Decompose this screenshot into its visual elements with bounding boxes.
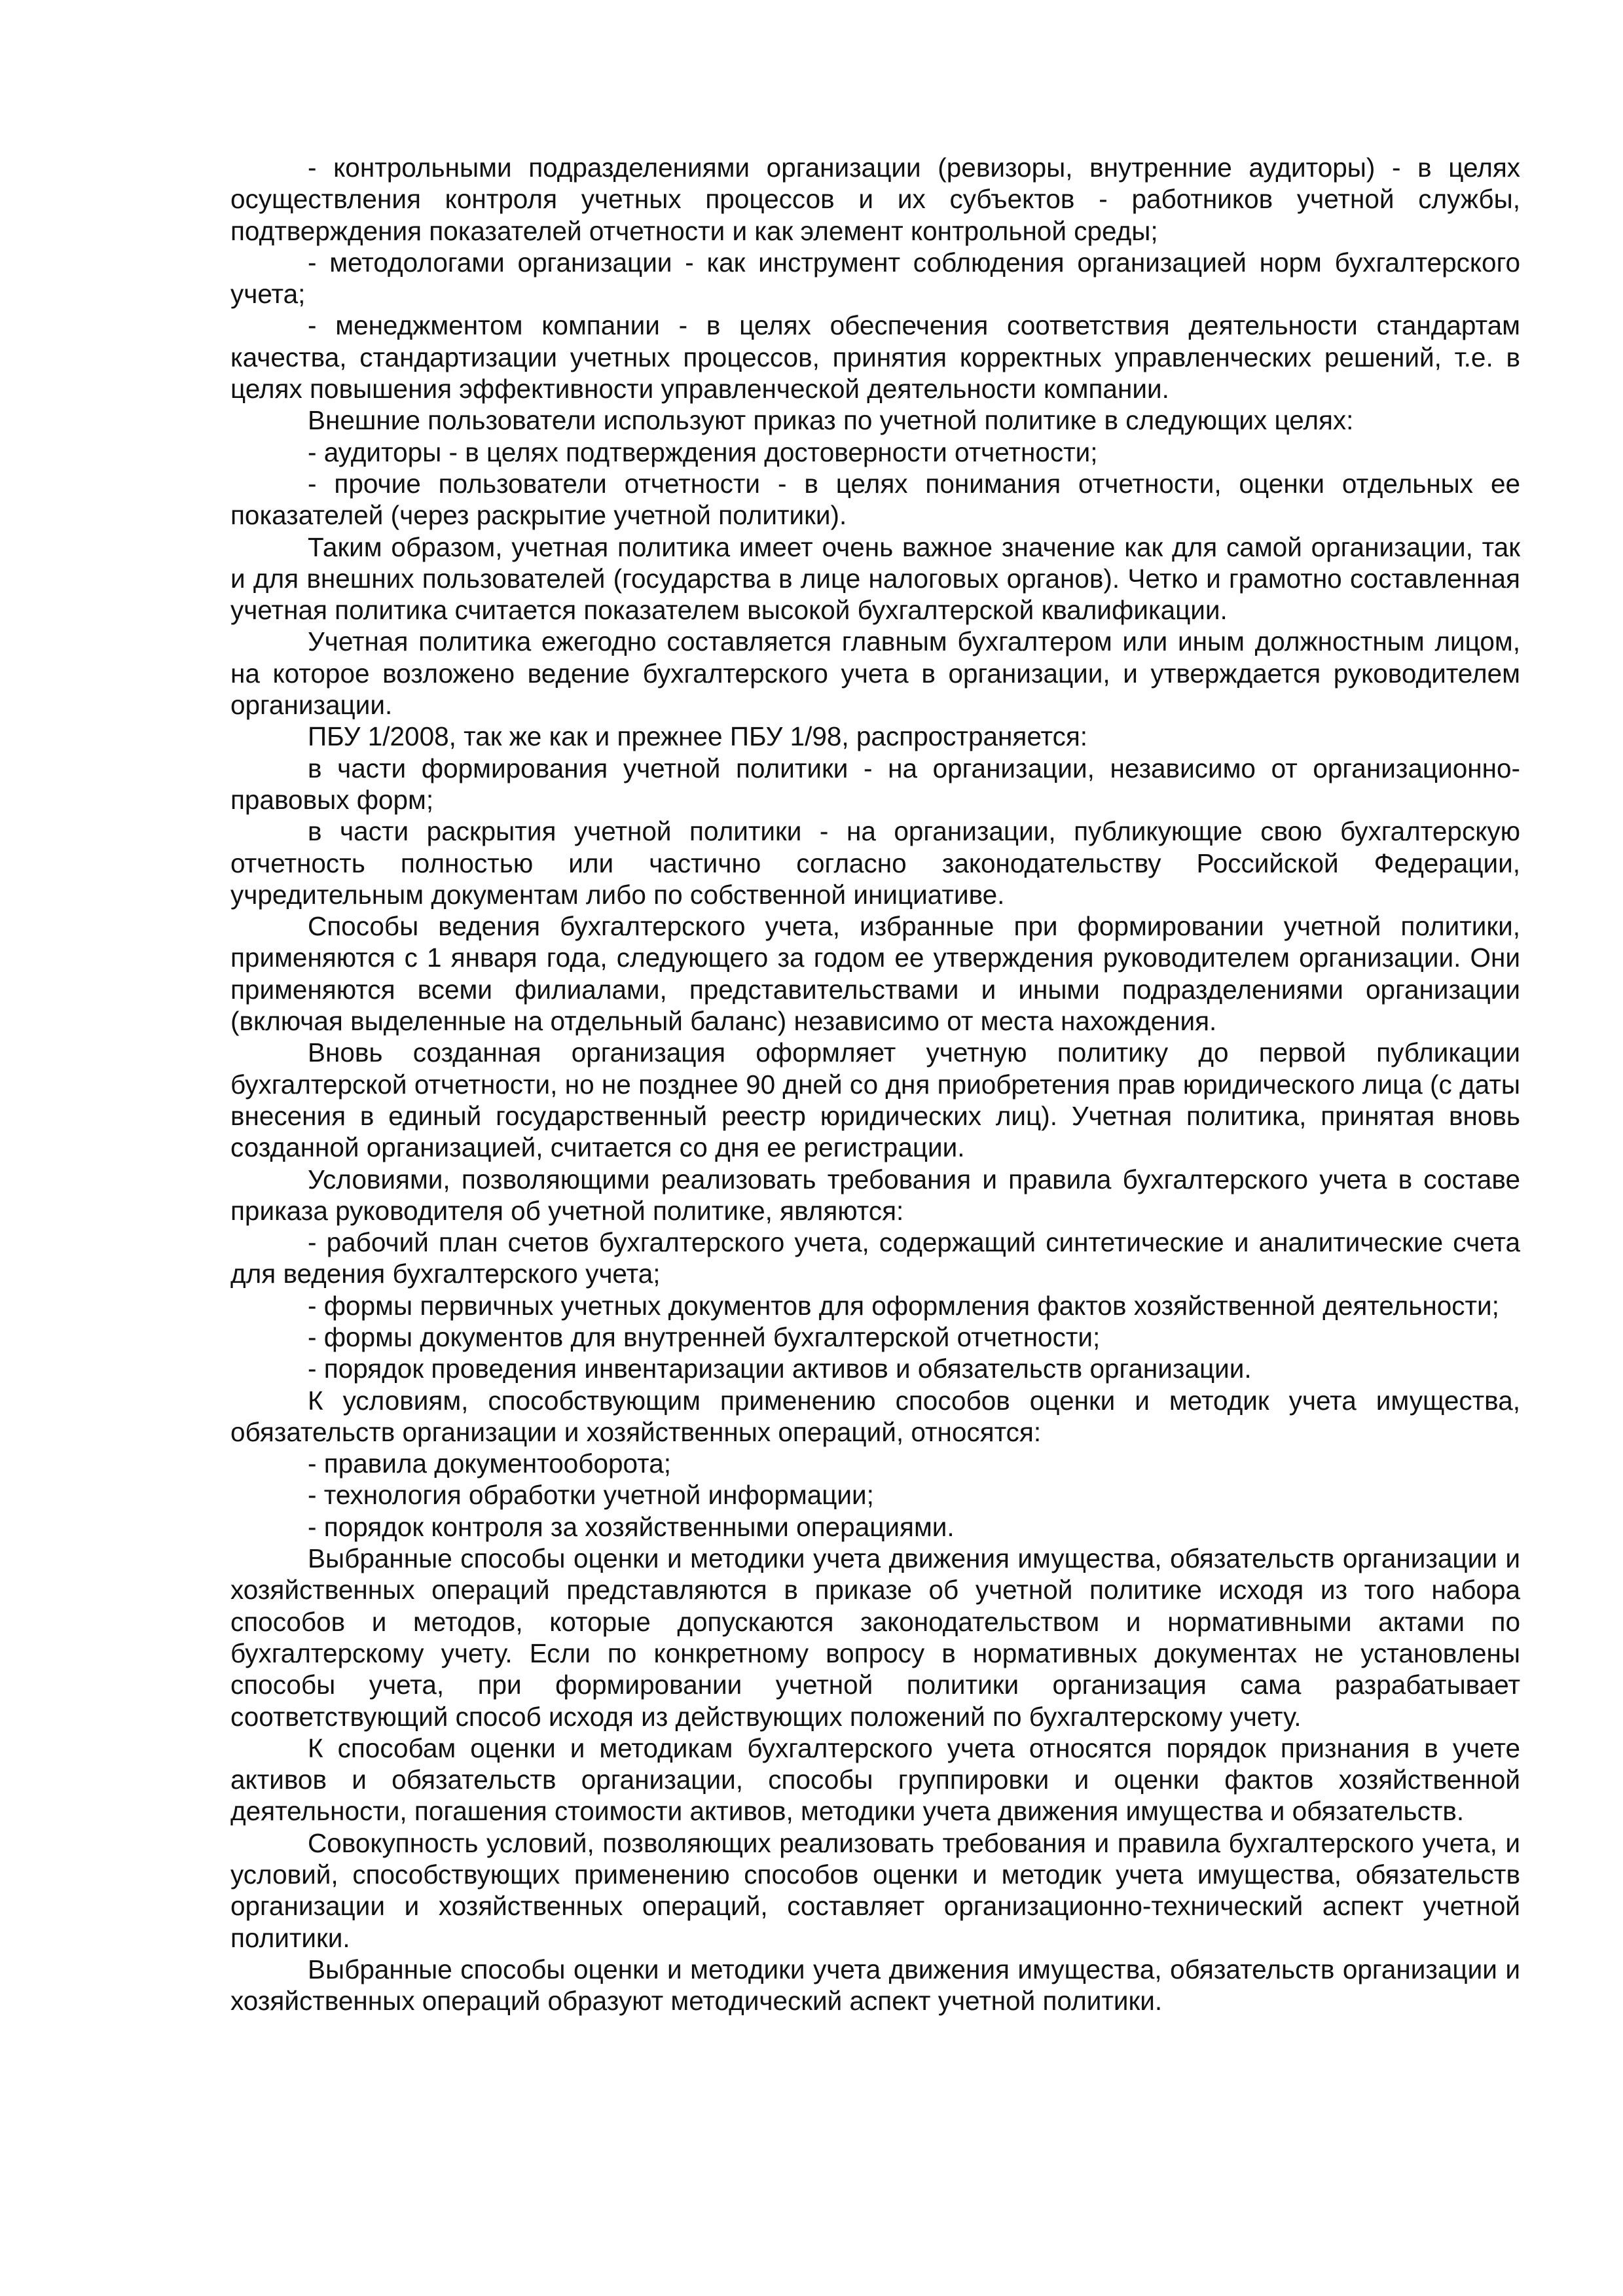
paragraph: - аудиторы - в целях подтверждения достоверности отчетности; <box>308 437 1098 467</box>
paragraph: К условиям, способствующим применению способов оценки и методик учета имущества, обязательств организации и хозяйственных операций, относятся: <box>230 1385 1520 1447</box>
paragraph: - формы документов для внутренней бухгалтерской отчетности; <box>308 1321 1101 1352</box>
paragraph: - методологами организации - как инструмент соблюдения организацией норм бухгалтерского учета; <box>230 247 1520 310</box>
paragraph: - рабочий план счетов бухгалтерского учета, содержащий синтетические и аналитические счета для ведения бухгалтерского учета; <box>230 1227 1520 1289</box>
paragraph: - порядок контроля за хозяйственными операциями. <box>308 1511 955 1542</box>
paragraph: ПБУ 1/2008, так же как и прежнее ПБУ 1/98, распространяется: <box>308 721 1088 752</box>
paragraph: в части раскрытия учетной политики - на организации, публикующие свою бухгалтерскую отчетность полностью или частично согласно законодательству Российской Федерации, учредительным документам либо по собственной инициативе. <box>230 816 1520 910</box>
paragraph: - правила документооборота; <box>308 1448 672 1479</box>
document-page <box>230 152 1520 2017</box>
paragraph: Выбранные способы оценки и методики учета движения имущества, обязательств организации и хозяйственных операций образуют методический аспект учетной политики. <box>230 1954 1520 2017</box>
paragraph: Вновь созданная организация оформляет учетную политику до первой публикации бухгалтерской отчетности, но не позднее 90 дней со дня приобретения прав юридического лица (с даты внесения в единый государственный реестр юридических лиц). Учетная политика, принятая вновь созданной организацией, считается со дня ее регистрации. <box>230 1037 1520 1163</box>
paragraph: Внешние пользователи используют приказ по учетной политике в следующих целях: <box>308 405 1354 436</box>
paragraph: - менеджментом компании - в целях обеспечения соответствия деятельности стандартам качества, стандартизации учетных процессов, принятия корректных управленческих решений, т.е. в целях повышения эффективности управленческой деятельности компании. <box>230 310 1520 404</box>
paragraph: Условиями, позволяющими реализовать требования и правила бухгалтерского учета в составе приказа руководителя об учетной политике, являются: <box>230 1164 1520 1226</box>
paragraph: - технология обработки учетной информации; <box>308 1480 874 1511</box>
paragraph: - формы первичных учетных документов для оформления фактов хозяйственной деятельности; <box>308 1290 1499 1321</box>
paragraph: Учетная политика ежегодно составляется главным бухгалтером или иным должностным лицом, на которое возложено ведение бухгалтерского учета в организации, и утверждается руководителем организации. <box>230 626 1520 721</box>
paragraph: Способы ведения бухгалтерского учета, избранные при формировании учетной политики, применяются с 1 января года, следующего за годом ее утверждения руководителем организации. Они применяются всеми филиалами, представительствами и иными подразделениями организации (включая выделенные на отдельный баланс) независимо от места нахождения. <box>230 911 1520 1037</box>
paragraph: - порядок проведения инвентаризации активов и обязательств организации. <box>308 1354 1252 1384</box>
paragraph: Таким образом, учетная политика имеет очень важное значение как для самой организации, так и для внешних пользователей (государства в лице налоговых органов). Четко и грамотно составленная учетная политика считается показателем высокой бухгалтерской квалификации. <box>230 531 1520 626</box>
paragraph: в части формирования учетной политики - на организации, независимо от организационно-правовых форм; <box>230 753 1520 815</box>
paragraph: - контрольными подразделениями организации (ревизоры, внутренние аудиторы) - в целях осуществления контроля учетных процессов и их субъектов - работников учетной службы, подтверждения показателей отчетности и как элемент контрольной среды; <box>230 152 1520 246</box>
paragraph: - прочие пользователи отчетности - в целях понимания отчетности, оценки отдельных ее показателей (через раскрытие учетной политики). <box>230 468 1520 531</box>
paragraph: Совокупность условий, позволяющих реализовать требования и правила бухгалтерского учета, и условий, способствующих применению способов оценки и методик учета имущества, обязательств организации и хозяйственных операций, составляет организационно-технический аспект учетной политики. <box>230 1827 1520 1953</box>
paragraph: Выбранные способы оценки и методики учета движения имущества, обязательств организации и хозяйственных операций представляются в приказе об учетной политике исходя из того набора способов и методов, которые допускаются законодательством и нормативными актами по бухгалтерскому учету. Если по конкретному вопросу в нормативных документах не установлены способы учета, при формировании учетной политики организация сама разрабатывает соответствующий способ исходя из действующих положений по бухгалтерскому учету. <box>230 1543 1520 1732</box>
paragraph: К способам оценки и методикам бухгалтерского учета относятся порядок признания в учете активов и обязательств организации, способы группировки и оценки фактов хозяйственной деятельности, погашения стоимости активов, методики учета движения имущества и обязательств. <box>230 1732 1520 1827</box>
